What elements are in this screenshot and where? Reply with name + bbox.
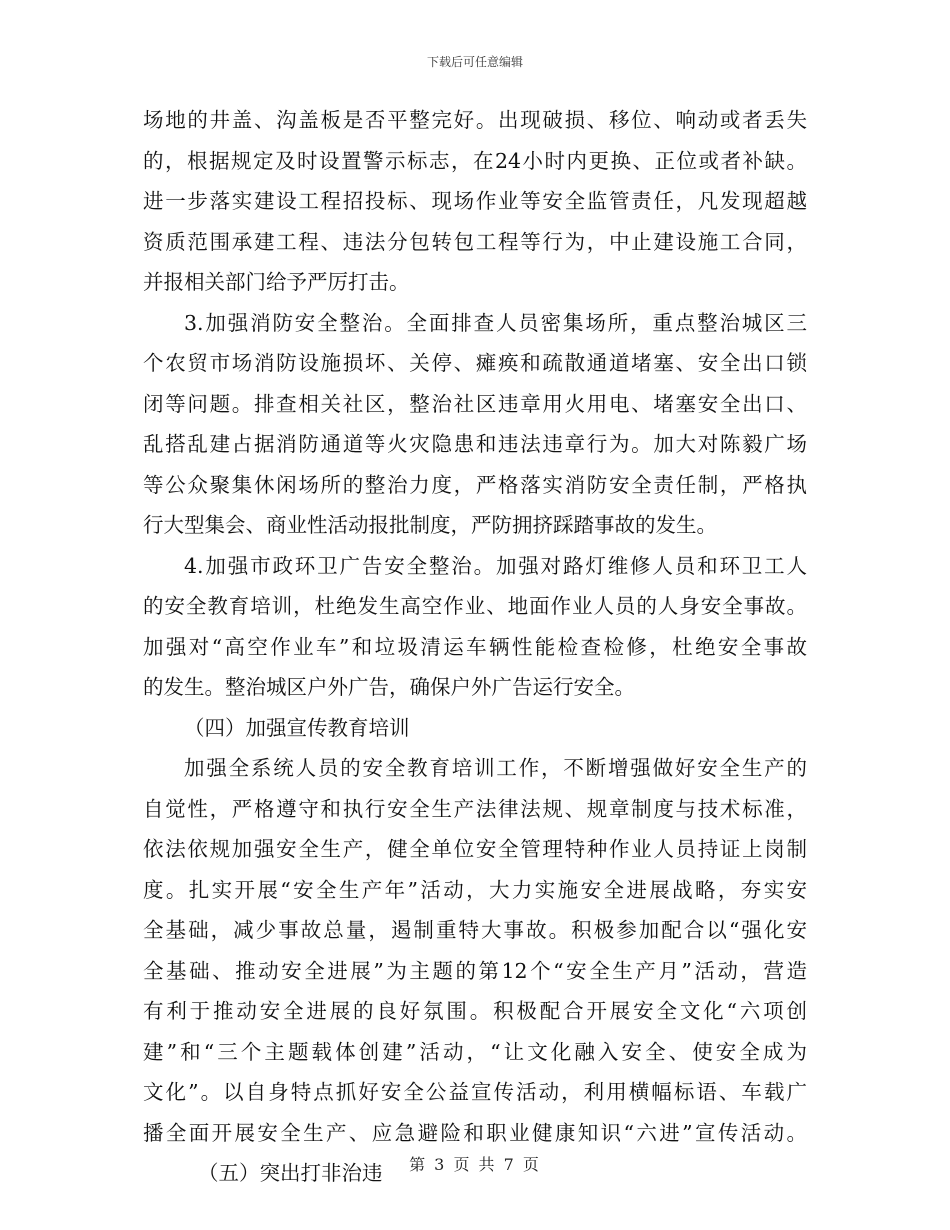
text-line: 行大型集会、商业性活动报批制度，严防拥挤踩踏事故的发生。 (143, 513, 717, 537)
text-line: 依法依规加强安全生产，健全单位安全管理特种作业人员持证上岗制 (143, 837, 807, 861)
text-line: 等公众聚集休闲场所的整治力度，严格落实消防安全责任制，严格执 (143, 472, 807, 497)
text-line: 进一步落实建设工程招投标、现场作业等安全监管责任，凡发现超越 (143, 189, 807, 213)
paragraph-first-line: 3.加强消防安全整治。全面排查人员密集场所，重点整治城区三 (184, 310, 807, 335)
page-header: 下载后可任意编辑 (426, 55, 523, 69)
section-heading: （五）突出打非治违 (198, 1161, 383, 1185)
text-line: 的安全教育培训，杜绝发生高空作业、地面作业人员的人身安全事故。 (143, 594, 807, 618)
section-heading: （四）加强宣传教育培训 (184, 715, 410, 740)
text-line: 的发生。整治城区户外广告，确保户外广告运行安全。 (143, 675, 635, 699)
text-line: 并报相关部门给予严厉打击。 (143, 270, 410, 294)
text-line: 建”和“三个主题载体创建”活动，“让文化融入安全、使安全成为 (143, 1039, 807, 1064)
text-line: 的，根据规定及时设置警示标志，在24小时内更换、正位或者补缺。 (143, 148, 807, 173)
page-footer: 第 3 页 共 7 页 (409, 1155, 541, 1174)
document-body (143, 100, 807, 1194)
text-line: 闭等问题。排查相关社区，整治社区违章用火用电、堵塞安全出口、 (143, 391, 807, 416)
text-line: 全基础，减少事故总量，遏制重特大事故。积极参加配合以“强化安 (143, 918, 807, 942)
text-line: 播全面开展安全生产、应急避险和职业健康知识“六进”宣传活动。 (143, 1120, 807, 1145)
text-line: 场地的井盖、沟盖板是否平整完好。出现破损、移位、响动或者丢失 (143, 108, 807, 132)
paragraph-first-line: 4.加强市政环卫广告安全整治。加强对路灯维修人员和环卫工人 (184, 553, 807, 578)
text-line: 自觉性，严格遵守和执行安全生产法律法规、规章制度与技术标准， (143, 796, 807, 821)
text-line: 加强对“高空作业车”和垃圾清运车辆性能检查检修，杜绝安全事故 (143, 634, 807, 659)
text-line: 度。扎实开展“安全生产年”活动，大力实施安全进展战略，夯实安 (143, 877, 807, 902)
text-line: 个农贸市场消防设施损坏、关停、瘫痪和疏散通道堵塞、安全出口锁 (143, 351, 807, 375)
text-line: 全基础、推动安全进展”为主题的第12个“安全生产月”活动，营造 (143, 958, 807, 983)
text-line: 资质范围承建工程、违法分包转包工程等行为，中止建设施工合同， (143, 229, 807, 254)
paragraph-first-line: 加强全系统人员的安全教育培训工作，不断增强做好安全生产的 (184, 756, 807, 780)
text-line: 有利于推动安全进展的良好氛围。积极配合开展安全文化“六项创 (143, 999, 807, 1023)
text-line: 乱搭乱建占据消防通道等火灾隐患和违法违章行为。加大对陈毅广场 (143, 432, 807, 456)
text-line: 文化”。以自身特点抓好安全公益宣传活动，利用横幅标语、车载广 (143, 1080, 807, 1104)
